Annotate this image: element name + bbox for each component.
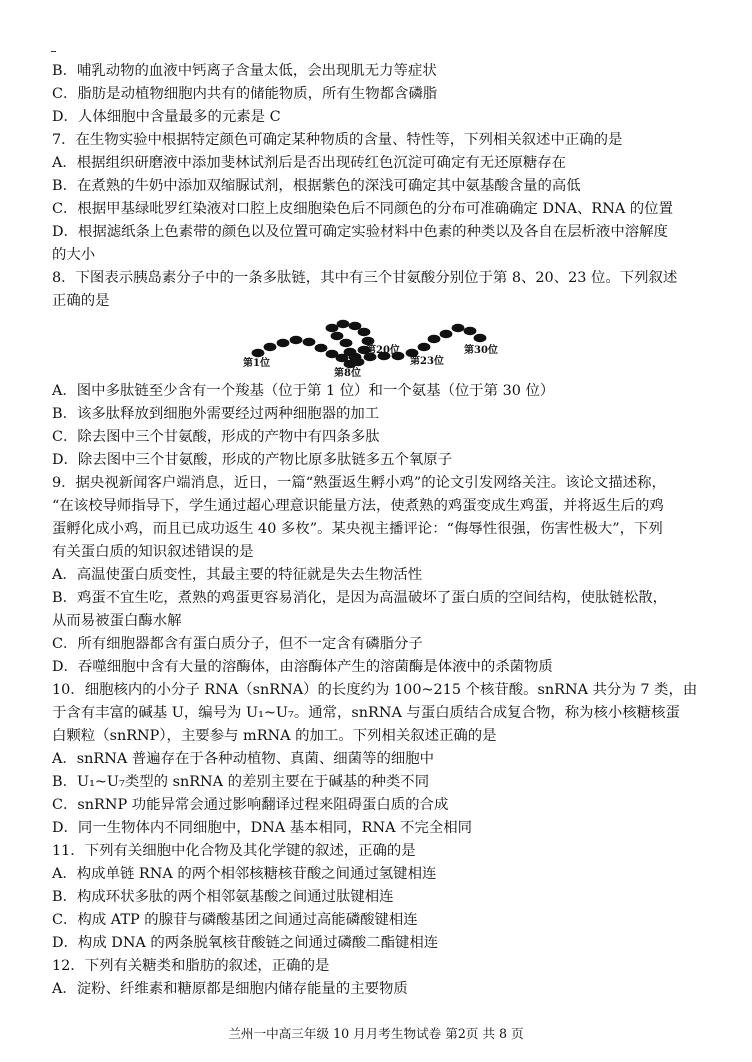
amino-acid-bead	[303, 338, 316, 346]
amino-acid-bead	[340, 339, 353, 347]
question-7-stem: 7．在生物实验中根据特定颜色可确定某种物质的含量、特性等，下列相关叙述中正确的是	[52, 132, 623, 148]
amino-acid-bead	[349, 322, 362, 330]
text-line: 有关蛋白质的知识叙述错误的是	[52, 544, 254, 560]
question-10-stem: 10．细胞核内的小分子 RNA（snRNA）的长度约为 100~215 个核苷酸。snRNA 共分为 7 类，由	[52, 682, 698, 698]
label-position-30: 第30位	[464, 345, 498, 356]
text-line: D．人体细胞中含量最多的元素是 C	[52, 109, 281, 125]
question-11-stem: 11．下列有关细胞中化合物及其化学键的叙述，正确的是	[52, 843, 416, 859]
amino-acid-bead	[315, 344, 328, 352]
text-line: B．构成环状多肽的两个相邻氨基酸之间通过肽键相连	[52, 889, 394, 905]
amino-acid-bead	[362, 337, 375, 345]
label-position-23: 第23位	[410, 356, 444, 367]
text-line: 的大小	[52, 247, 96, 263]
polypeptide-chain-diagram	[240, 312, 510, 380]
text-line: A．高温使蛋白质变性，其最主要的特征就是失去生物活性	[52, 567, 423, 583]
amino-acid-bead	[428, 335, 441, 343]
text-line: A．图中多肽链至少含有一个羧基（位于第 1 位）和一个氨基（位于第 30 位）	[52, 383, 555, 399]
page-footer: 兰州一中高三年级 10 月月考生物试卷 第2页 共 8 页	[228, 1026, 524, 1041]
text-line: D．构成 DNA 的两条脱氧核苷酸链之间通过磷酸二酯键相连	[52, 935, 439, 951]
text-line: A．snRNA 普遍存在于各种动植物、真菌、细菌等的细胞中	[52, 751, 435, 767]
amino-acid-bead	[290, 336, 303, 344]
text-line: 于含有丰富的碱基 U，编号为 U₁~U₇。通常，snRNA 与蛋白质结合成复合物，称为核小核糖核蛋	[52, 705, 680, 721]
question-9-stem: 9．据央视新闻客户端消息，近日，一篇“熟蛋返生孵小鸡”的论文引发网络关注。该论文描述称，	[52, 475, 666, 491]
label-position-20: 第20位	[366, 345, 400, 356]
question-12-stem: 12．下列有关糖类和脂肪的叙述，正确的是	[52, 958, 330, 974]
amino-acid-bead	[331, 332, 344, 340]
text-line: B．鸡蛋不宜生吃，煮熟的鸡蛋更容易消化，是因为高温破坏了蛋白质的空间结构，使肽链松散，	[52, 590, 667, 606]
label-position-1: 第1位	[243, 358, 270, 369]
text-line: D．吞噬细胞中含有大量的溶酶体，由溶酶体产生的溶菌酶是体液中的杀菌物质	[52, 659, 553, 675]
text-line: 正确的是	[52, 293, 110, 309]
amino-acid-bead	[440, 330, 453, 338]
amino-acid-bead	[352, 358, 365, 366]
amino-acid-bead	[358, 328, 371, 336]
text-line: “在该校导师指导下，学生通过超心理意识能量方法，使煮熟的鸡蛋变成生鸡蛋，并将返生后的鸡	[52, 498, 664, 514]
text-line: C．构成 ATP 的腺苷与磷酸基团之间通过高能磷酸键相连	[52, 912, 418, 928]
amino-acid-bead	[452, 324, 465, 332]
text-line: C．脂肪是动植物细胞内共有的储能物质，所有生物都含磷脂	[52, 86, 438, 102]
text-line: 白颗粒（snRNP），主要参与 mRNA 的加工。下列相关叙述正确的是	[52, 728, 497, 744]
label-position-8: 第8位	[334, 368, 361, 379]
text-line: B．该多肽释放到细胞外需要经过两种细胞器的加工	[52, 406, 380, 422]
text-line: B．哺乳动物的血液中钙离子含量太低，会出现肌无力等症状	[52, 63, 437, 79]
text-line: D．除去图中三个甘氨酸，形成的产物比原多肽链多五个氧原子	[52, 452, 453, 468]
corner-mark	[51, 51, 56, 52]
text-line: B．U₁~U₇类型的 snRNA 的差别主要在于碱基的种类不同	[52, 774, 430, 790]
amino-acid-bead	[326, 324, 339, 332]
amino-acid-bead	[418, 343, 431, 351]
text-line: A．根据组织研磨液中添加斐林试剂后是否出现砖红色沉淀可确定有无还原糖存在	[52, 155, 567, 171]
text-line: D．同一生物体内不同细胞中，DNA 基本相同，RNA 不完全相同	[52, 820, 473, 836]
text-line: 蛋孵化成小鸡，而且已成功返生 40 多枚”。某央视主播评论：“侮辱性很强，伤害性极大”，下列	[52, 521, 663, 537]
text-line: A．淀粉、纤维素和糖原都是细胞内储存能量的主要物质	[52, 981, 408, 997]
text-line: C．根据甲基绿吡罗红染液对口腔上皮细胞染色后不同颜色的分布可准确确定 DNA、RNA 的位置	[52, 201, 673, 217]
text-line: C．除去图中三个甘氨酸，形成的产物中有四条多肽	[52, 429, 380, 445]
text-line: D．根据滤纸条上色素带的颜色以及位置可确定实验材料中色素的种类以及各自在层析液中溶解度	[52, 224, 668, 240]
amino-acid-bead	[252, 349, 265, 357]
text-line: A．构成单链 RNA 的两个相邻核糖核苷酸之间通过氢键相连	[52, 866, 437, 882]
amino-acid-bead	[264, 343, 277, 351]
amino-acid-beads	[252, 320, 487, 368]
amino-acid-bead	[474, 334, 487, 342]
polypeptide-chain-figure	[240, 312, 510, 380]
text-line: B．在煮熟的牛奶中添加双缩脲试剂，根据紫色的深浅可确定其中氨基酸含量的高低	[52, 178, 581, 194]
amino-acid-bead	[277, 339, 290, 347]
text-line: C．snRNP 功能异常会通过影响翻译过程来阻碍蛋白质的合成	[52, 797, 449, 813]
amino-acid-bead	[464, 327, 477, 335]
question-8-stem: 8．下图表示胰岛素分子中的一条多肽链，其中有三个甘氨酸分别位于第 8、20、23 位。下列叙述	[52, 270, 678, 286]
text-line: 从而易被蛋白酶水解	[52, 613, 182, 629]
amino-acid-bead	[337, 320, 350, 328]
text-line: C．所有细胞器都含有蛋白质分子，但不一定含有磷脂分子	[52, 636, 423, 652]
